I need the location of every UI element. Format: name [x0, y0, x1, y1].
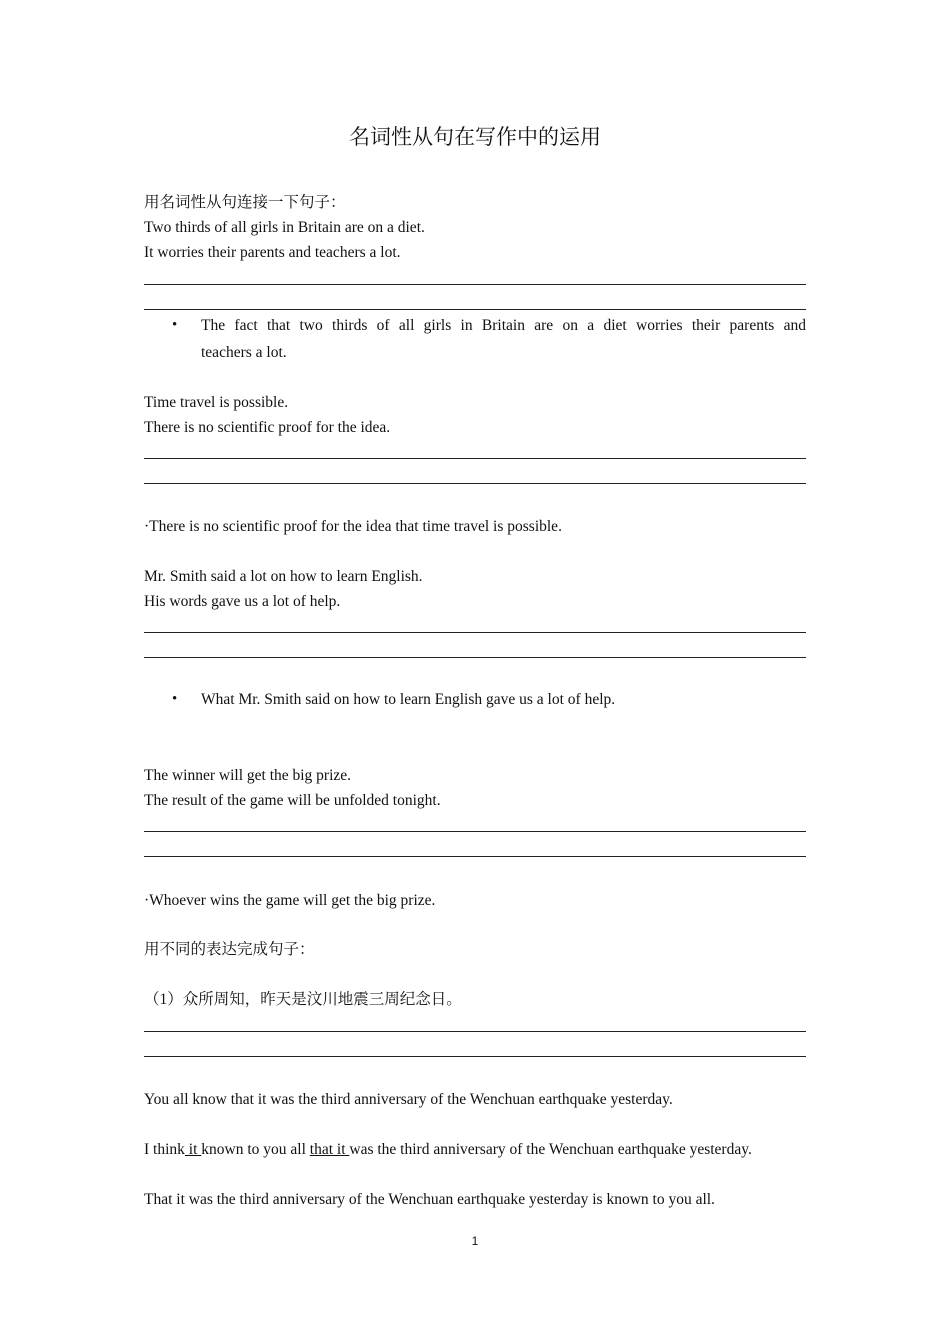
answer2-underline-2: that it	[309, 1141, 350, 1158]
item1-answer-2	[144, 1140, 752, 1160]
bullet-icon: •	[172, 317, 178, 333]
q3-sentence-1: Mr. Smith said a lot on how to learn English.	[144, 568, 423, 585]
answer2-text: known to you all	[201, 1141, 310, 1158]
answer-line	[144, 483, 806, 484]
answer-line	[144, 632, 806, 633]
q1-answer-line-2: teachers a lot.	[201, 344, 287, 361]
answer2-underline-1: it	[184, 1141, 202, 1158]
item1-answer-1: You all know that it was the third anniversary of the Wenchuan earthquake yesterday.	[144, 1091, 673, 1108]
q4-sentence-2: The result of the game will be unfolded tonight.	[144, 792, 441, 809]
instruction-text: 用名词性从句连接一下句子：	[144, 194, 346, 211]
answer-line	[144, 284, 806, 285]
q2-sentence-1: Time travel is possible.	[144, 394, 289, 411]
q2-sentence-2: There is no scientific proof for the idea.	[144, 419, 391, 436]
q2-answer: ·There is no scientific proof for the idea that time travel is possible.	[144, 518, 562, 535]
q1-answer-line-1: The fact that two thirds of all girls in Britain are on a diet worries their parents and	[201, 317, 806, 334]
answer-line	[144, 657, 806, 658]
answer2-text: I think	[144, 1141, 185, 1158]
page-number: 1	[471, 1234, 479, 1248]
page-title: 名词性从句在写作中的运用	[349, 125, 601, 149]
answer-line	[144, 458, 806, 459]
q1-sentence-1: Two thirds of all girls in Britain are on a diet.	[144, 219, 425, 236]
q4-sentence-1: The winner will get the big prize.	[144, 767, 352, 784]
q3-sentence-2: His words gave us a lot of help.	[144, 593, 341, 610]
answer-line	[144, 1031, 806, 1032]
answer-line	[144, 1056, 806, 1057]
q1-sentence-2: It worries their parents and teachers a lot.	[144, 244, 401, 261]
answer-line	[144, 831, 806, 832]
item1-answer-3: That it was the third anniversary of the Wenchuan earthquake yesterday is known to you all.	[144, 1191, 715, 1208]
q3-answer: What Mr. Smith said on how to learn English gave us a lot of help.	[201, 691, 616, 708]
answer-line	[144, 309, 806, 310]
bullet-icon: •	[172, 691, 178, 707]
answer-line	[144, 856, 806, 857]
item1-prompt: （1）众所周知，昨天是汶川地震三周纪念日。	[144, 991, 462, 1008]
answer2-text: was the third anniversary of the Wenchuan earthquake yesterday.	[349, 1141, 752, 1158]
q4-answer: ·Whoever wins the game will get the big prize.	[144, 892, 436, 909]
instruction-text-2: 用不同的表达完成句子：	[144, 941, 315, 958]
